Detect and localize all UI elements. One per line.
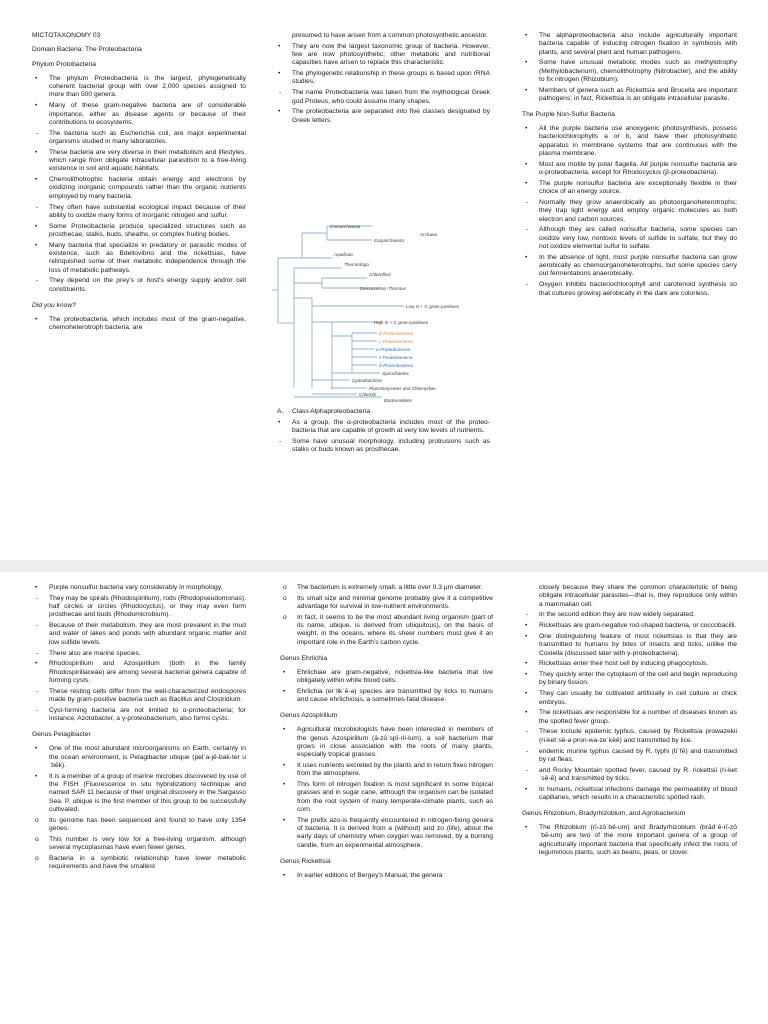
list-item: - Cyst-forming bacteria are not limited to α-proteobacteria; for instance, Azotobacter, a γ-proteobacterium, also forms cysts. (32, 707, 246, 724)
rickettsia-heading: Genus Rickettsia (280, 857, 331, 865)
page2-column-1 (32, 584, 246, 874)
list-item: • The rickettsias are responsible for a number of diseases known as the spotted fever group. (522, 709, 737, 726)
bullet-list (522, 584, 737, 802)
list-item: - The name Proteobacteria was taken from the mythological Greek god Proteus, who could assume many shapes. (275, 89, 490, 106)
document-title: MICTOTAXONOMY 03 (32, 32, 101, 39)
tree-label-low-gc: Low G + C gram-positives (406, 304, 459, 309)
page1-column-2-lower (275, 408, 490, 457)
list-item: • Rickettsias are gram-negative rod-shaped bacteria, or coccobacilli. (522, 622, 737, 630)
list-item: • The purple nonsulfur bacteria are exceptionally flexible in their choice of an energy source. (522, 180, 737, 197)
tree-label-thermotoga: Thermotoga (344, 262, 369, 267)
list-item: - There also are marine species. (32, 650, 246, 658)
tree-label-spirochaetes: Spirochaetes (382, 371, 409, 376)
tree-label-aquificae: Aquificae (334, 252, 353, 257)
tree-label-planctomycetes: Planctomycetes and Chlamydiae (369, 386, 436, 391)
list-item: - Oxygen inhibits bacteriochlorophyll and carotenoid synthesis so that cultures growing aerobically in the dark are colorless. (522, 281, 737, 298)
bullet-list (275, 32, 490, 125)
list-item: o Its genome has been sequenced and found to have only 1354 genes. (32, 817, 246, 834)
list-item: - They often have substantial ecological impact because of their ability to oxidize many forms of inorganic nitrogen and sulfur. (32, 204, 246, 221)
domain-heading: Domain Bacteria: The Proteobacteria (32, 46, 142, 54)
list-item: - Although they are called nonsulfur bacteria, some species can oxidize very low, nontoxic levels of sulfide to sulfate, but they do not oxidize elemental sulfur to sulfate. (522, 226, 737, 251)
list-item: closely because they share the common characteristic of being obligate intracellular parasites—that is, they reproduce only within a mammalian cell. (539, 584, 737, 608)
bullet-list (280, 872, 493, 880)
list-item: • The phylogenetic relationship in these groups is based upon rRNA studies. (275, 70, 490, 87)
list-item: • Agricultural microbiologists have been interested in members of the genus Azospirillum (ā-zōˈspī-ril-lum), a soil bacterium that grows in close association with the roots of many plants, especially tropical grasses. (280, 726, 493, 759)
tree-label-beta-proteobacteria: β-Proteobacteria (379, 331, 414, 336)
bullet-list (32, 745, 246, 871)
bullet-list (280, 726, 493, 850)
page2-column-2 (280, 584, 493, 883)
list-item: o This number is very low for a free-living organism, although several mycoplasmas have even fewer genes. (32, 836, 246, 853)
tree-label-cyanobacteria: Cyanobacteria (352, 378, 382, 383)
bullet-list (280, 669, 493, 705)
list-item: • Most are motile by polar flagella. All purple nonsulfur bacteria are α-proteobacteria, except for Rhodocyclus (β-proteobacteria). (522, 161, 737, 178)
list-item: • In the absence of light, most purple nonsulfur bacteria can grow aerobically as chemoorganoheterotrophs, but some species carry out fermentations anaerobically. (522, 254, 737, 279)
list-item: o The bacterium is extremely small, a little over 0.3 µm diameter. (280, 584, 493, 592)
list-item: • Some have unusual metabolic modes such as methylotrophy (Methylobacterium), chemolithotrophy (Nitrobacter), and the ability to fix nitrogen (Rhizobium). (522, 59, 737, 84)
page2-column-3 (522, 584, 737, 860)
phylogenetic-tree-diagram (272, 198, 502, 403)
list-item: • All the purple bacteria use anoxygenic photosynthesis, possess bacteriochlorophylls a or b, and have their photosynthetic apparatus in membrane systems that are continuous with the plasma membrane. (522, 125, 737, 158)
list-item: • The proteobacteria are separated into five classes designated by Greek letters. (275, 108, 490, 125)
list-item: - The bacteria such as Escherichia coli, are major experimental organisms studied in many laboratories. (32, 130, 246, 147)
list-item: • The Rhizobium (rī-zōˈbē-um) and Bradyrhizobium (brādˈē-rī-zōˈbē-um) are two of the more important genera of a group of agriculturally important bacteria that specifically infect the roots of leguminous plants, such as beans, peas, or clover. (522, 824, 737, 857)
tree-label-alpha-proteobacteria: α-Proteobacteria (376, 347, 411, 352)
list-item: • Ehrlichia (erˈlikˈē-ə) species are transmitted by ticks to humans and cause ehrlichiosis, a sometimes-fatal disease. (280, 688, 493, 705)
list-item: - They may be spirals (Rhodospirillum), rods (Rhodopseudomonas), half circles or circles (Rhodocyclus), or they may even form prosthecae and buds (Rhodomicrobium). (32, 595, 246, 620)
tree-label-gamma-proteobacteria: γ-Proteobacteria (379, 339, 413, 344)
list-item: • They quickly enter the cytoplasm of the cell and begin reproducing by binary fission. (522, 671, 737, 688)
list-item: • One distinguishing feature of most rickettsias is that they are transmitted to humans by bites of insects and ticks, unlike the Coxiella (discussed later with γ-proteobacteria). (522, 633, 737, 658)
list-item: • Purple nonsulfur bacteria vary considerably in morphology. (32, 584, 246, 592)
page-2 (0, 560, 768, 1024)
tree-label-bacteroidetes: Bacteroidetes (384, 398, 413, 403)
list-item: - Normally they grow anaerobically as photoorganoheterotrophs; they trap light energy and employ organic molecules as both electron and carbon sources. (522, 199, 737, 224)
page1-column-2 (275, 32, 490, 127)
did-you-know-heading: Did you know? (32, 301, 76, 309)
list-item: - In the second edition they are now widely separated. (522, 611, 737, 619)
list-item: • Ehrlichiae are gram-negative, rickettsia-like bacteria that live obligately within white blood cells. (280, 669, 493, 686)
tree-label-euryarchaeota: Euryarchaeota (374, 238, 404, 243)
list-item: • It uses nutrients excreted by the plants and in return fixes nitrogen from the atmosphere. (280, 762, 493, 779)
list-item: • Some Proteobacteria produce specialized structures such as prosthecae, stalks, buds, sheaths, or complex fruiting bodies. (32, 223, 246, 240)
bullet-list (280, 584, 493, 647)
bullet-list (32, 584, 246, 723)
list-item: - Because of their metabolism, they are most prevalent in the mud and water of lakes and ponds with abundant organic matter and low sulfide levels. (32, 622, 246, 647)
list-item: • The prefix azo-is frequently encountered in nitrogen-fixing genera of bacteria. It is derived from a (without) and zo (life), about the early days of chemistry when oxygen was removed, by a burning candle, from an experimental atmosphere. (280, 817, 493, 850)
bullet-list (522, 32, 737, 103)
tree-label-crenarchaeota: Crenarchaeota (330, 224, 361, 229)
tree-label-chloroflexi: Chloroflexi (369, 272, 391, 277)
list-item: • It is a member of a group of marine microbes discovered by use of the FISH (Fluorescence in situ hybridization) technique and named SAR 11 because of their original discovery in the Sargasso Sea. P. ubique is the first member of this group to be successfully cultivated. (32, 773, 246, 814)
list-item: - These include epidemic typhus, caused by Rickettsia prowazekii (ri-ketˈsē-ə pron-wə-zeˈkēē) and transmitted by lice. (522, 728, 737, 745)
list-item: o Bacteria in a symbiotic relationship have lower metabolic requirements and have the smallest (32, 855, 246, 872)
list-item: - and Rocky Mountain spotted fever, caused by R. rickettsii (ri-ketˈsē-ē) and transmitted by ticks. (522, 767, 737, 784)
list-item: • They can usually be cultivated artificially in cell culture or chick embryos. (522, 690, 737, 707)
list-item: • Rhodospirillum and Azospirillum (both in the family Rhodospirillaceae) are among several bacterial genera capable of forming cysts. (32, 660, 246, 685)
rhizobium-heading: Genus Rhizobium, Bradyrhizobium, and Agrobacterium (522, 809, 686, 817)
list-item: • As a group, the α-proteobacteria includes most of the proteo-bacteria that are capable of growth at very low levels of nutrients. (275, 419, 490, 436)
list-item: • In earlier editions of Bergey's Manual, the genera (280, 872, 493, 880)
list-item: • The phylum Proteobacteria is the largest, phylogenetically coherent bacterial group with over 2,000 species assigned to more than 500 genera. (32, 75, 246, 100)
phylum-heading: Phylum Protobacteria (32, 60, 96, 68)
list-item: • The proteobacteria, which includes most of the gram-negative, chemoheterotroph bacteria, are (32, 316, 246, 333)
azospirillum-heading: Genus Azospirillum (280, 712, 338, 720)
purple-nonsulfur-heading: The Purple Non-Sulfur Bacteria (522, 110, 615, 118)
bullet-list (522, 125, 737, 298)
page1-column-1 (32, 32, 246, 335)
page1-column-3 (522, 32, 737, 300)
tree-label-epsilon-proteobacteria: ε-Proteobacteria (379, 355, 413, 360)
list-item: • They are now the largest taxonomic group of bacteria. However, few are now photosynthetic; other metabolic and nutritional capacities have arisen to replace this characteristic. (275, 43, 490, 68)
list-item: • In humans, rickettsial infections damage the permeability of blood capillaries, which results in a characteristic spotted rash. (522, 786, 737, 803)
list-item: - endemic murine typhus caused by R. typhi (tīˈfē) and transmitted by rat fleas. (522, 748, 737, 765)
bullet-list (275, 408, 490, 454)
list-item: • Rickettsias enter their host cell by inducing phagocytosis. (522, 660, 737, 668)
pelagibacter-heading: Genus Pelagibacter (32, 730, 91, 738)
list-item: • One of the most abundant microorganisms on Earth, certainly in the ocean environment, is Pelagibacter ubique (pelˈa-jē-bak-ter uˈbēk). (32, 745, 246, 770)
list-item: presumed to have arisen from a common photosynthetic ancestor. (292, 32, 488, 39)
tree-label-delta-proteobacteria: δ-Proteobacteria (379, 363, 413, 368)
list-item: o Its small size and minimal genome probably give it a competitive advantage for survival in low-nutrient environments. (280, 595, 493, 612)
list-item: - These resting cells differ from the well-characterized endospores made by gram-positive bacteria such as Bacillus and Clostridium. (32, 688, 246, 705)
tree-label-chlorobi: Chlorobi (359, 392, 377, 397)
tree-label-archaea: Archaea (420, 232, 438, 237)
list-item: o In fact, it seems to be the most abundant living organism (part of its name, ubique, is derived from ubiquitous), on the basis of weight, in the oceans, where its sheer numbers must give it an important role in the Earth's carbon cycle. (280, 614, 493, 647)
bullet-list (32, 316, 246, 333)
list-item: • Many bacteria that specialize in predatory or parasitic modes of existence, such as Bdellovibrio and the rickettsias, have relinquished some of their metabolic independence through the loss of metabolic pathways. (32, 242, 246, 275)
bullet-list (32, 75, 246, 294)
list-item: • The alphaproteobacteria also include agriculturally important bacteria capable of inducing nitrogen fixation in symbiosis with plants, and several plant and human pathogens. (522, 32, 737, 57)
tree-label-deinococcus-thermus: Deinococcus-Thermus (360, 286, 406, 291)
list-item: • These bacteria are very diverse in their metabolism and lifestyles, which range from obligate intracellular parasitism to a free-living existence in soil and aquatic habitats. (32, 149, 246, 174)
tree-label-high-gc: High G + C gram-positives (374, 320, 428, 325)
list-item: • Chemolithotrophic bacteria obtain energy and electrons by oxidizing inorganic compounds rather than the organic nutrients employed by many bacteria. (32, 176, 246, 201)
list-item: - They depend on the prey's or host's energy supply and/or cell constituents. (32, 277, 246, 294)
list-item: A. Class Alphaproteobacteria (275, 408, 490, 416)
list-item: • Many of these gram-negative bacteria are of considerable importance, either as disease agents or because of their contributions to ecosystems. (32, 102, 246, 127)
list-item: - Some have unusual morphology, including protrusions such as stalks or buds known as prosthecae. (275, 438, 490, 455)
bullet-list (522, 824, 737, 857)
ehrlichia-heading: Genus Ehrlichia (280, 654, 328, 662)
list-item: • Members of genera such as Rickettsia and Brucella are important pathogens; in fact, Rickettsia is an obligate intracellular parasite. (522, 87, 737, 104)
list-item: • This form of nitrogen fixation is most significant in some tropical grasses and in sugar cane, although the organism can be isolated from the root system of many temperate-climate plants, such as corn. (280, 781, 493, 814)
